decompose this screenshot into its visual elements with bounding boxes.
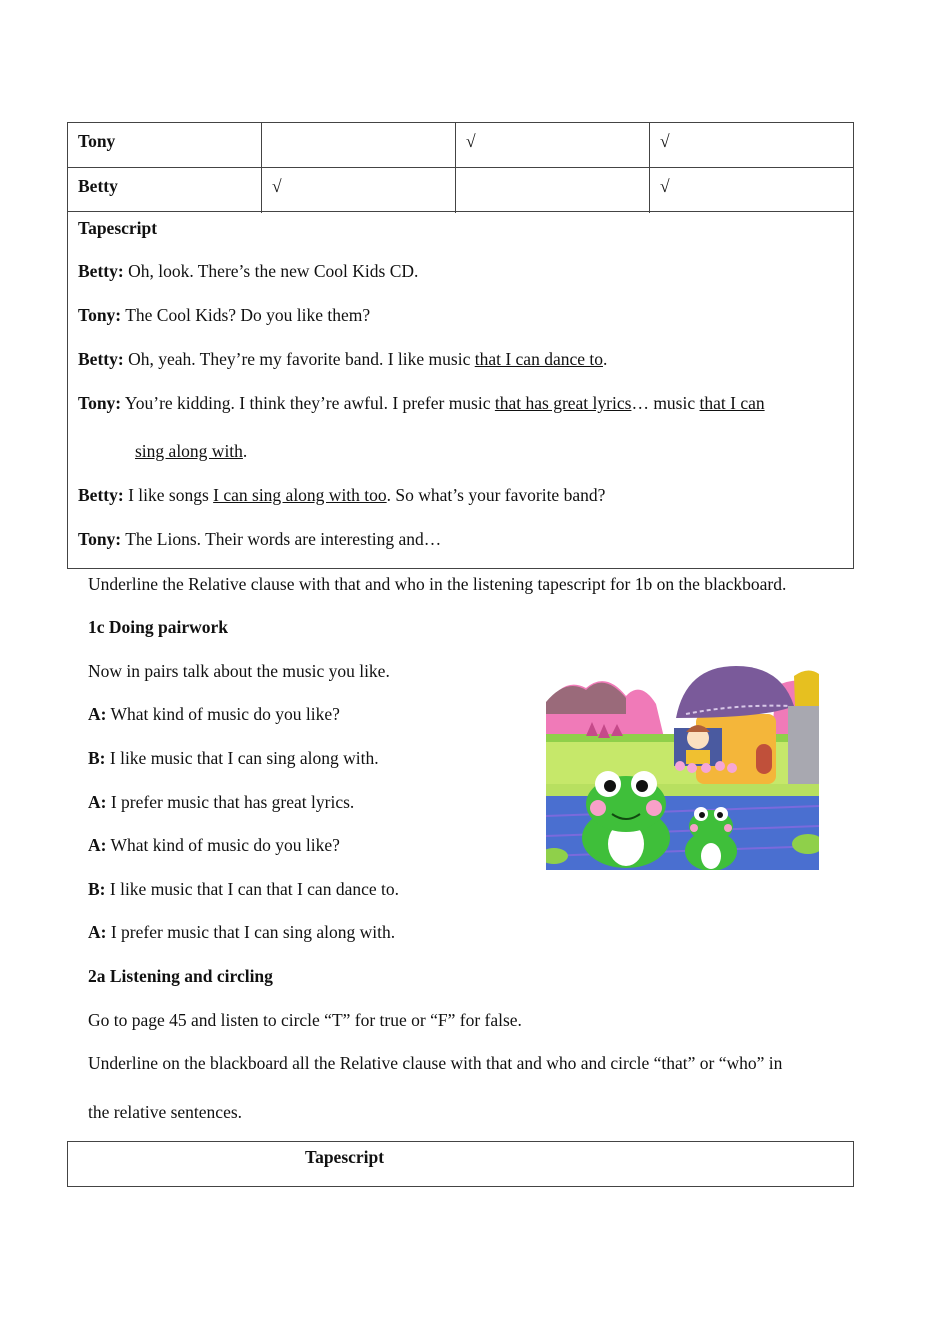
instruction-text: Go to page 45 and listen to circle “T” for true or “F” for false. <box>88 1010 522 1030</box>
tapescript-line: Betty: Oh, yeah. They’re my favorite band. I like music that I can dance to. <box>78 349 608 369</box>
tapescript-line: Tony: You’re kidding. I think they’re awful. I prefer music that has great lyrics… music that I can <box>78 393 765 413</box>
dialog-line: A: What kind of music do you like? <box>88 835 340 855</box>
table-cell <box>261 122 456 168</box>
instruction-text: the relative sentences. <box>88 1102 243 1122</box>
dialog-line: A: I prefer music that I can sing along with. <box>88 922 396 942</box>
dialog-line: A: What kind of music do you like? <box>88 704 340 724</box>
table-cell-check: √ <box>649 122 854 168</box>
table-cell-check: √ <box>649 167 854 213</box>
table-cell-check: √ <box>455 122 650 168</box>
frogs-mushroom-house-icon <box>546 666 819 870</box>
table-cell-name: Betty <box>67 167 262 213</box>
tapescript-box-2 <box>67 1141 854 1187</box>
table-cell-name: Tony <box>67 122 262 168</box>
instruction-text: Underline the Relative clause with that and who in the listening tapescript for 1b on the blackboard. <box>88 574 787 594</box>
table-cell <box>455 167 650 213</box>
tapescript-title: Tapescript <box>78 218 158 238</box>
table-cell-check: √ <box>261 167 456 213</box>
dialog-line: B: I like music that I can sing along with. <box>88 748 379 768</box>
tapescript-line: Tony: The Cool Kids? Do you like them? <box>78 305 371 325</box>
tapescript-line: Tony: The Lions. Their words are interesting and… <box>78 529 442 549</box>
dialog-line: B: I like music that I can that I can dance to. <box>88 879 399 899</box>
instruction-text: Underline on the blackboard all the Relative clause with that and who and circle “that” or “who” in <box>88 1053 783 1073</box>
section-heading-2a: 2a Listening and circling <box>88 966 273 986</box>
tapescript-line: Betty: I like songs I can sing along with too. So what’s your favorite band? <box>78 485 606 505</box>
tapescript-title-2: Tapescript <box>305 1147 385 1167</box>
dialog-line: A: I prefer music that has great lyrics. <box>88 792 355 812</box>
instruction-text: Now in pairs talk about the music you like. <box>88 661 390 681</box>
tapescript-line: Betty: Oh, look. There’s the new Cool Kids CD. <box>78 261 419 281</box>
tapescript-line: sing along with. <box>135 441 248 461</box>
section-heading-1c: 1c Doing pairwork <box>88 617 228 637</box>
